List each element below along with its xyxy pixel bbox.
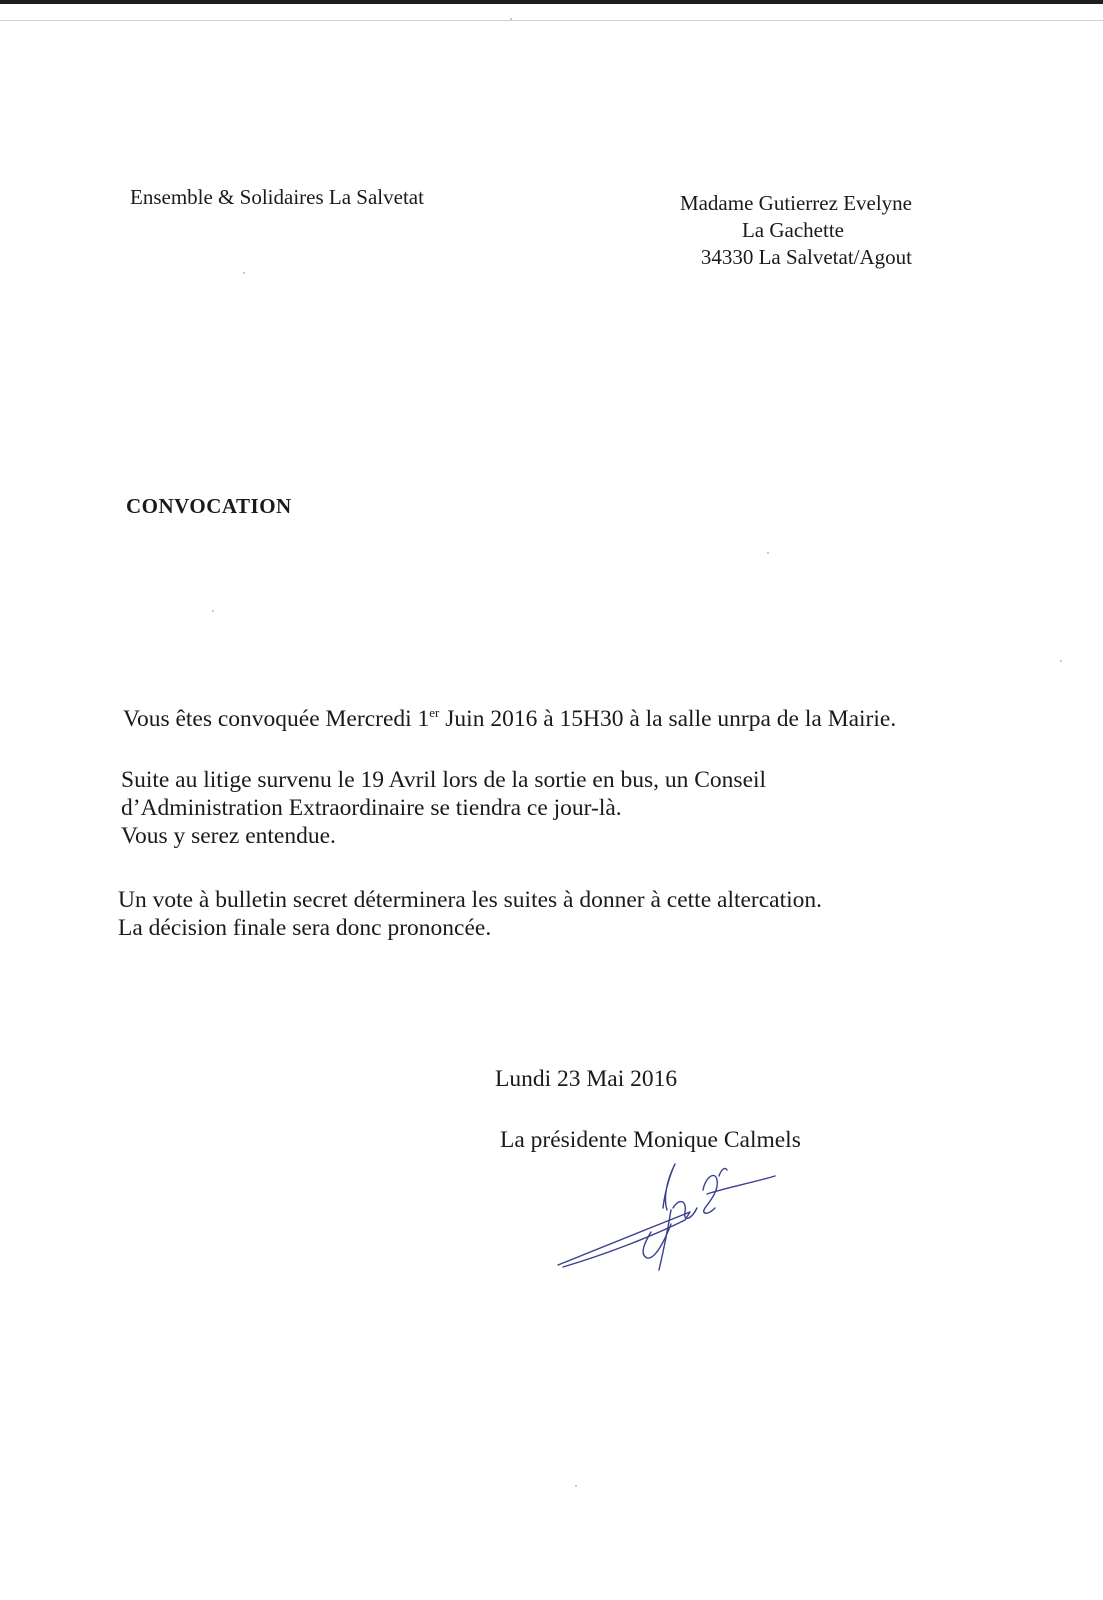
letter-title: CONVOCATION xyxy=(126,494,292,518)
scan-speck xyxy=(243,272,245,274)
recipient-address-block xyxy=(600,190,912,271)
vote-line: La décision finale sera donc prononcée. xyxy=(118,915,492,941)
handwritten-signature xyxy=(555,1150,790,1275)
letter-date: Lundi 23 Mai 2016 xyxy=(495,1066,678,1092)
sender-organization: Ensemble & Solidaires La Salvetat xyxy=(130,185,424,209)
reason-line: d’Administration Extraordinaire se tiendra ce jour-là. xyxy=(121,795,622,821)
scan-speck xyxy=(767,552,769,554)
convocation-text-start: Vous êtes convoquée Mercredi 1 xyxy=(123,706,430,732)
scan-artifact-line xyxy=(0,20,1103,21)
scan-top-edge xyxy=(0,0,1103,4)
convocation-paragraph xyxy=(123,705,896,733)
reason-line: Suite au litige survenu le 19 Avril lors de la sortie en bus, un Conseil xyxy=(121,767,767,793)
ordinal-suffix: er xyxy=(429,705,440,720)
recipient-name: Madame Gutierrez Evelyne xyxy=(679,191,912,215)
signer-name: La présidente Monique Calmels xyxy=(500,1127,801,1153)
scan-speck xyxy=(1060,660,1062,662)
reason-line: Vous y serez entendue. xyxy=(121,823,336,849)
scan-speck xyxy=(575,1485,577,1487)
reason-paragraph xyxy=(121,766,766,850)
scan-speck xyxy=(212,610,214,612)
convocation-text-end: Juin 2016 à 15H30 à la salle unrpa de la Mairie. xyxy=(439,706,897,732)
recipient-street: La Gachette xyxy=(741,218,844,242)
vote-line: Un vote à bulletin secret déterminera les suites à donner à cette altercation. xyxy=(118,887,823,913)
scan-speck xyxy=(510,18,512,20)
vote-paragraph xyxy=(118,886,822,942)
recipient-city: 34330 La Salvetat/Agout xyxy=(700,245,912,269)
